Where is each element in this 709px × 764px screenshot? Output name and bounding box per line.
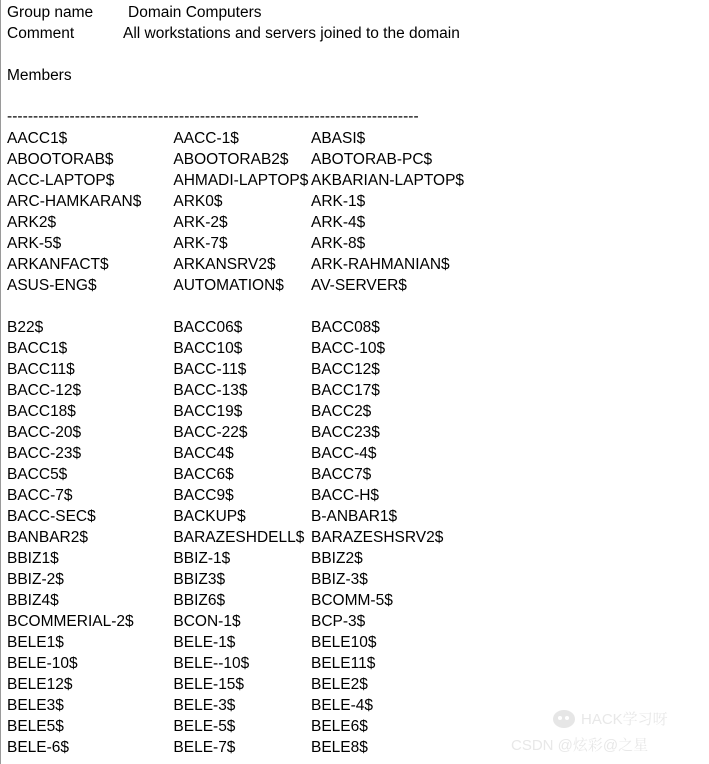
member-entry: BACC-7$: [7, 487, 73, 504]
member-entry: AACC-1$: [173, 130, 239, 147]
member-entry: BACC-SEC$: [7, 508, 96, 525]
member-entry: BACC19$: [173, 403, 243, 420]
member-entry: BELE-15$: [173, 676, 245, 693]
member-entry: BACC-12$: [7, 382, 82, 399]
member-entry: BACC17$: [311, 382, 380, 399]
member-entry: BACC08$: [311, 319, 380, 336]
member-entry: BCP-3$: [311, 613, 366, 630]
member-entry: ASUS-ENG$: [7, 277, 97, 294]
member-entry: BACC-20$: [7, 424, 82, 441]
member-entry: BANBAR2$: [7, 529, 88, 546]
member-entry: BELE--10$: [173, 655, 250, 672]
member-entry: ARK-1$: [311, 193, 366, 210]
member-entry: BACKUP$: [173, 508, 246, 525]
member-entry: BARAZESHSRV2$: [311, 529, 444, 546]
member-entry: ARK-RAHMANIAN$: [311, 256, 450, 273]
member-entry: ARK0$: [173, 193, 223, 210]
member-entry: AACC1$: [7, 130, 68, 147]
member-entry: BELE12$: [7, 676, 73, 693]
member-entry: BACC7$: [311, 466, 372, 483]
member-entry: ARKANSRV2$: [173, 256, 276, 273]
member-entry: BELE11$: [311, 655, 376, 672]
member-entry: BACC10$: [173, 340, 243, 357]
comment-value: All workstations and servers joined to the domain: [123, 25, 460, 42]
member-entry: AHMADI-LAPTOP$: [173, 172, 309, 189]
member-entry: AV-SERVER$: [311, 277, 407, 294]
member-entry: BCOMM-5$: [311, 592, 393, 609]
member-entry: BACC-4$: [311, 445, 377, 462]
member-entry: BACC1$: [7, 340, 68, 357]
member-entry: BELE8$: [311, 739, 368, 756]
member-entry: ARK-8$: [311, 235, 366, 252]
member-entry: BACC23$: [311, 424, 380, 441]
member-entry: BACC6$: [173, 466, 234, 483]
member-entry: BACC-13$: [173, 382, 248, 399]
member-entry: BACC-22$: [173, 424, 248, 441]
member-entry: B-ANBAR1$: [311, 508, 398, 525]
member-entry: ABASI$: [311, 130, 366, 147]
member-entry: BBIZ3$: [173, 571, 226, 588]
member-entry: BACC11$: [7, 361, 75, 378]
member-entry: BELE-10$: [7, 655, 78, 672]
member-entry: BELE3$: [7, 697, 64, 714]
member-entry: BACC-23$: [7, 445, 82, 462]
member-entry: BELE6$: [311, 718, 368, 735]
member-entry: BELE5$: [7, 718, 64, 735]
member-entry: BELE-3$: [173, 697, 236, 714]
member-entry: ARK2$: [7, 214, 57, 231]
member-entry: BACC2$: [311, 403, 372, 420]
group-name-value: Domain Computers: [128, 4, 262, 21]
member-entry: BBIZ-3$: [311, 571, 368, 588]
member-entry: BACC18$: [7, 403, 76, 420]
member-entry: BACC06$: [173, 319, 243, 336]
divider-line: -------------------------------------------------------------------------------: [7, 108, 419, 125]
member-entry: BACC-10$: [311, 340, 386, 357]
member-entry: BACC-H$: [311, 487, 380, 504]
member-entry: BACC9$: [173, 487, 234, 504]
member-entry: B22$: [7, 319, 44, 336]
group-name-line: [7, 3, 262, 23]
member-entry: ABOTORAB-PC$: [311, 151, 433, 168]
member-entry: AUTOMATION$: [173, 277, 284, 294]
member-entry: BACC5$: [7, 466, 68, 483]
member-entry: BBIZ1$: [7, 550, 59, 567]
member-entry: BARAZESHDELL$: [173, 529, 305, 546]
member-entry: ARK-5$: [7, 235, 62, 252]
member-entry: BCOMMERIAL-2$: [7, 613, 134, 630]
member-entry: ACC-LAPTOP$: [7, 172, 115, 189]
member-entry: ARK-7$: [173, 235, 228, 252]
member-entry: BELE-6$: [7, 739, 70, 756]
member-entry: BELE1$: [7, 634, 64, 651]
member-entry: BELE10$: [311, 634, 377, 651]
member-entry: BELE-4$: [311, 697, 374, 714]
member-entry: BELE-1$: [173, 634, 236, 651]
member-entry: ARK-2$: [173, 214, 228, 231]
member-entry: BELE-5$: [173, 718, 236, 735]
member-entry: BBIZ4$: [7, 592, 59, 609]
watermark: [509, 700, 709, 764]
member-entry: BACC-11$: [173, 361, 247, 378]
member-entry: ARK-4$: [311, 214, 366, 231]
member-entry: ABOOTORAB$: [7, 151, 114, 168]
member-entry: BELE-7$: [173, 739, 236, 756]
member-entry: ARKANFACT$: [7, 256, 109, 273]
member-entry: BBIZ6$: [173, 592, 226, 609]
watermark-top: [553, 708, 668, 729]
member-entry: AKBARIAN-LAPTOP$: [311, 172, 465, 189]
comment-label: Comment: [7, 25, 75, 42]
member-entry: BBIZ-1$: [173, 550, 231, 567]
group-name-label: Group name: [7, 4, 94, 21]
watermark-top-text: HACK学习呀: [581, 711, 668, 728]
member-entry: BELE2$: [311, 676, 368, 693]
member-entry: BCON-1$: [173, 613, 241, 630]
member-entry: ABOOTORAB2$: [173, 151, 289, 168]
member-entry: BACC4$: [173, 445, 234, 462]
wechat-icon: [553, 710, 575, 728]
member-entry: BBIZ2$: [311, 550, 363, 567]
member-entry: BACC12$: [311, 361, 380, 378]
watermark-bottom-text: CSDN @炫彩@之星: [511, 737, 649, 754]
member-entry: BBIZ-2$: [7, 571, 64, 588]
member-entry: ARC-HAMKARAN$: [7, 193, 142, 210]
comment-line: [7, 24, 460, 44]
members-label: Members: [7, 67, 72, 84]
